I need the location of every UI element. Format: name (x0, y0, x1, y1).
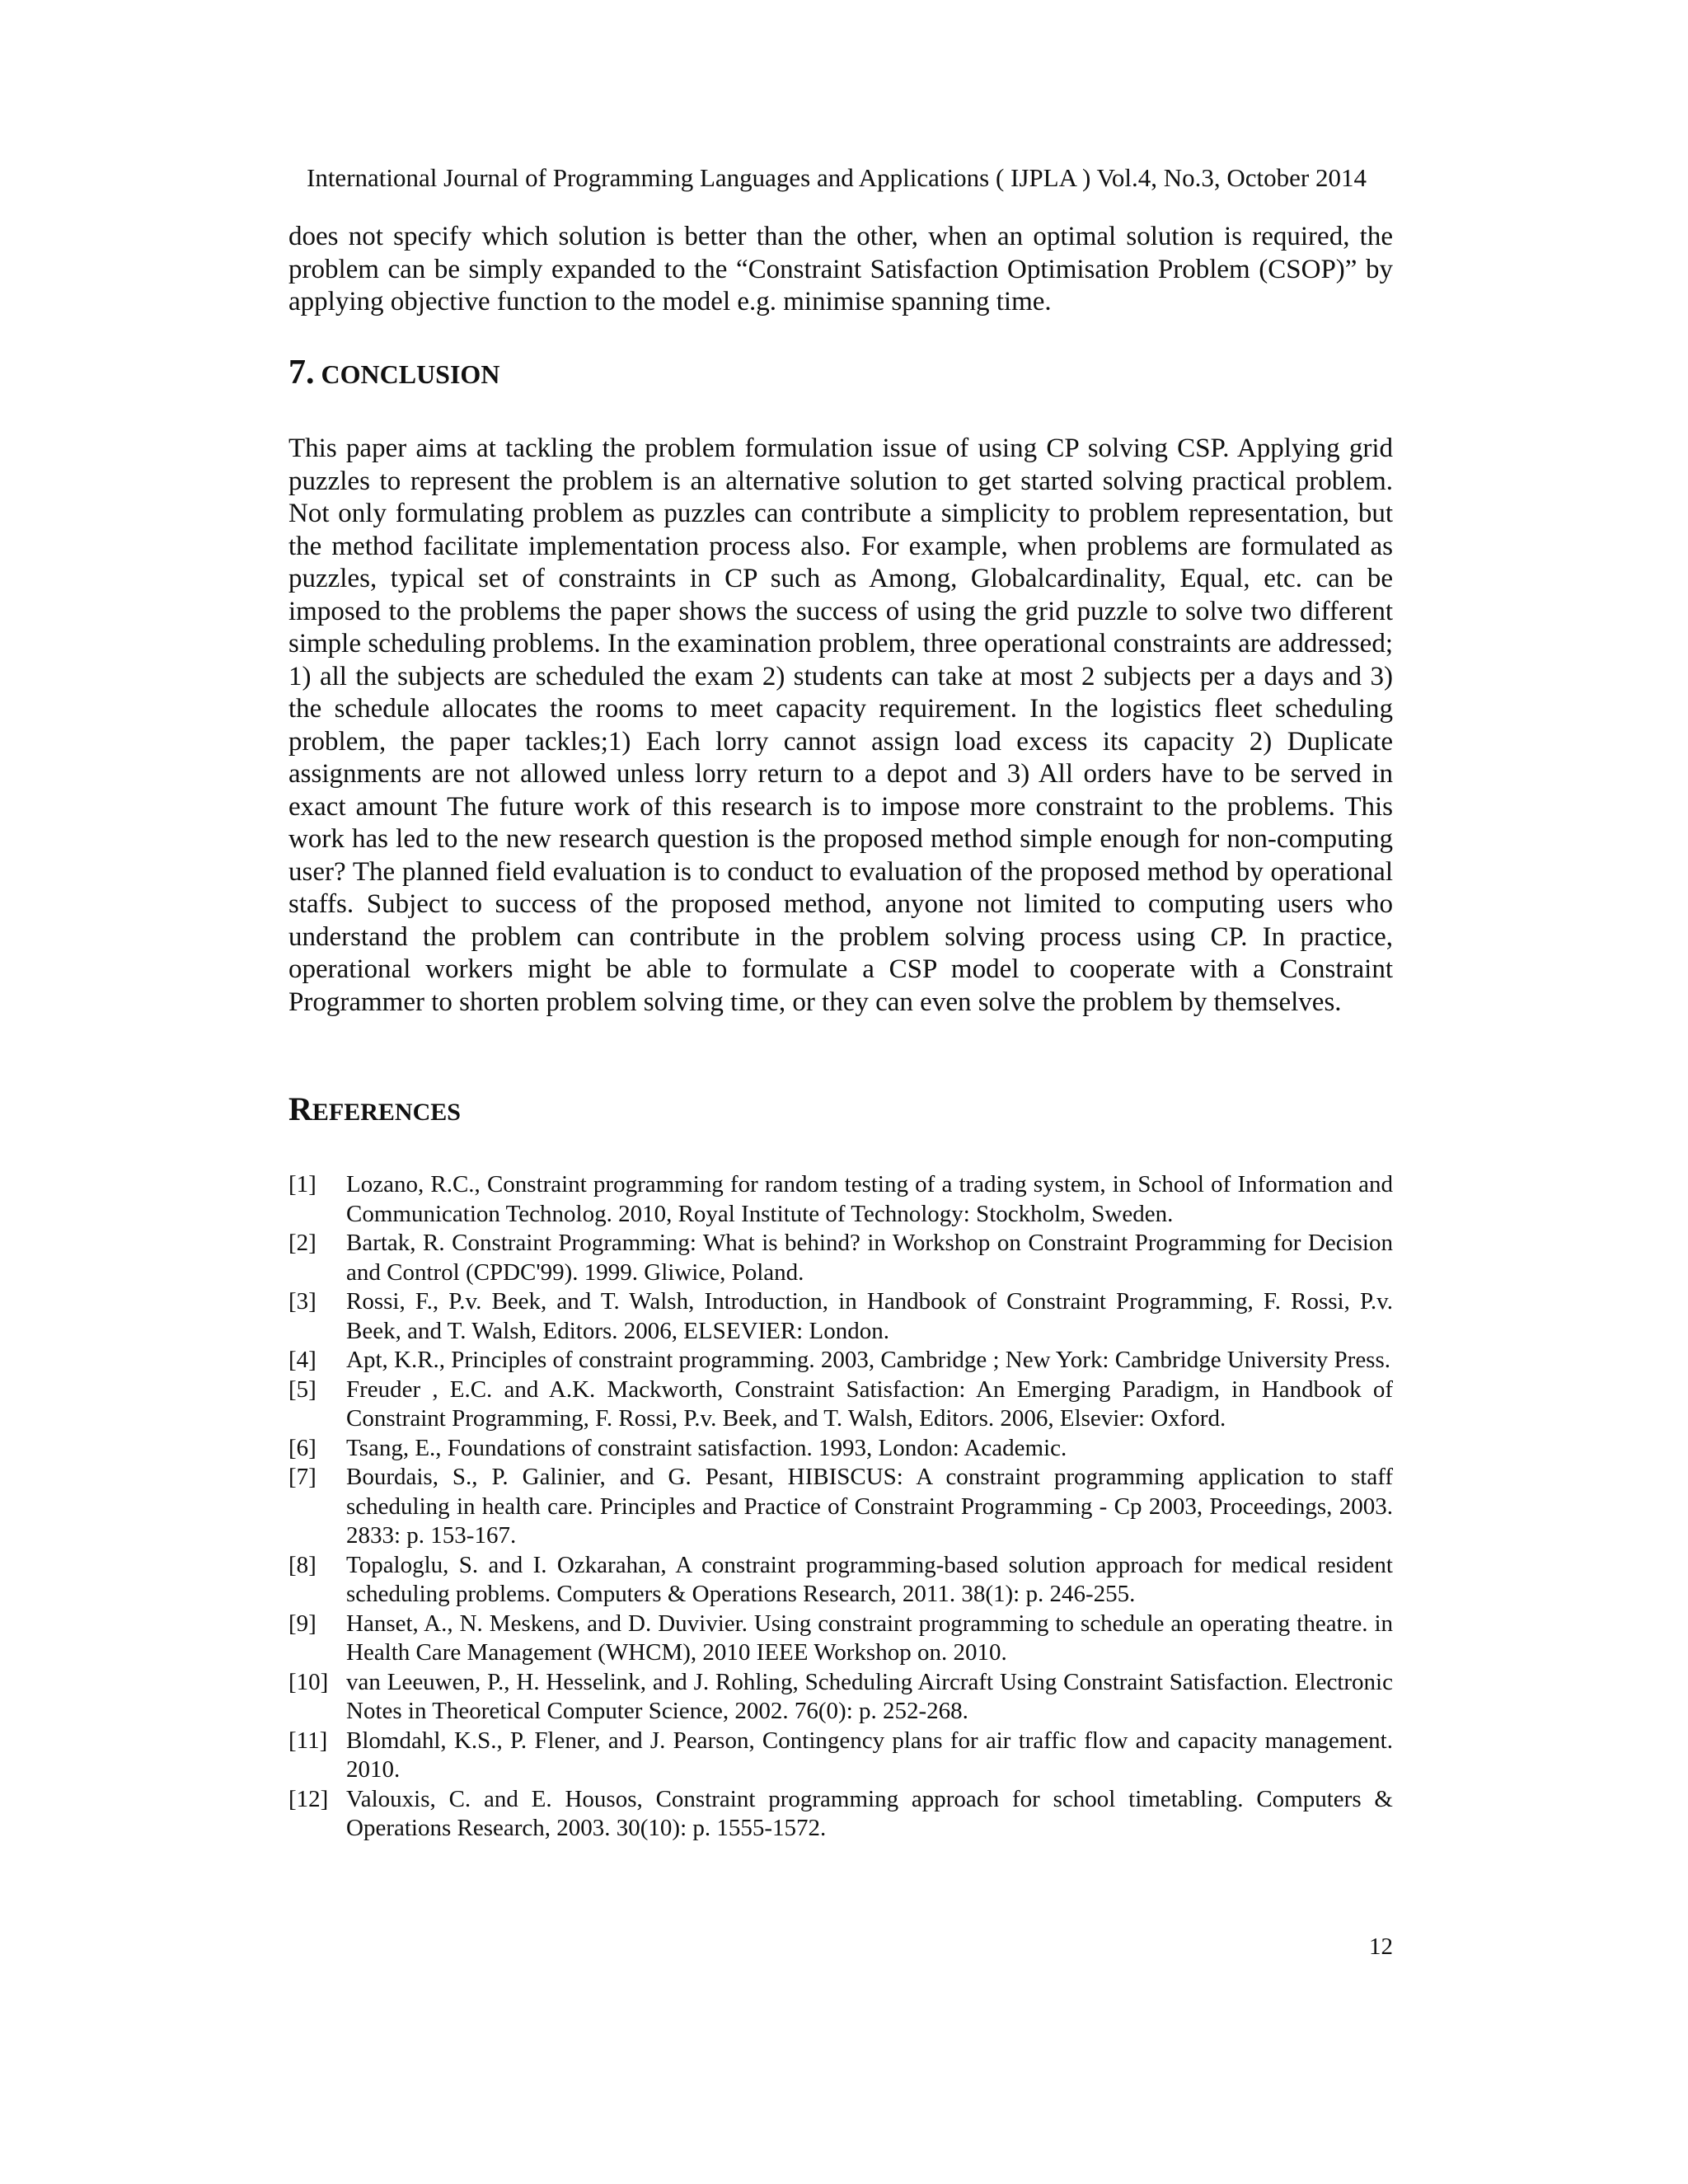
reference-item (288, 1170, 1393, 1229)
reference-text: van Leeuwen, P., H. Hesselink, and J. Rohling, Scheduling Aircraft Using Constraint Satisfaction. Electronic Notes in Theoretical Computer Science, 2002. 76(0): p. 252-268. (346, 1668, 1393, 1724)
reference-number: [4] (288, 1347, 316, 1373)
reference-item (288, 1668, 1393, 1727)
reference-text: Valouxis, C. and E. Housos, Constraint programming approach for school timetabling. Computers & Operations Research, 2003. 30(10): p. 1555-1572. (346, 1785, 1393, 1841)
reference-text: Bourdais, S., P. Galinier, and G. Pesant, HIBISCUS: A constraint programming application to staff scheduling in health care. Principles and Practice of Constraint Programming - Cp 2003, Proceedings, 2003. 2833: p. 153-167. (346, 1464, 1393, 1549)
reference-number: [6] (288, 1434, 316, 1461)
reference-number: [5] (288, 1376, 316, 1403)
reference-item (288, 1376, 1393, 1434)
running-header: International Journal of Programming Languages and Applications ( IJPLA ) Vol.4, No.3, October 2014 (307, 163, 1367, 192)
reference-text: Tsang, E., Foundations of constraint satisfaction. 1993, London: Academic. (346, 1434, 1067, 1461)
reference-number: [11] (288, 1727, 328, 1754)
reference-text: Bartak, R. Constraint Programming: What is behind? in Workshop on Constraint Programming for Decision and Control (CPDC'99). 1999. Gliwice, Poland. (346, 1230, 1393, 1286)
reference-text: Blomdahl, K.S., P. Flener, and J. Pearson, Contingency plans for air traffic flow and capacity management. 2010. (346, 1727, 1393, 1783)
page-number: 12 (1369, 1933, 1393, 1960)
reference-number: [12] (288, 1785, 329, 1812)
reference-text: Hanset, A., N. Meskens, and D. Duvivier. Using constraint programming to schedule an operating theatre. in Health Care Management (WHCM), 2010 IEEE Workshop on. 2010. (346, 1610, 1393, 1666)
reference-item (288, 1551, 1393, 1610)
reference-item (288, 1287, 1393, 1346)
intro-paragraph: does not specify which solution is better than the other, when an optimal solution is required, the problem can be simply expanded to the “Constraint Satisfaction Optimisation Problem (CSOP)” by applying objective function to the model e.g. minimise spanning time. (288, 222, 1393, 316)
reference-text: Apt, K.R., Principles of constraint programming. 2003, Cambridge ; New York: Cambridge University Press. (346, 1347, 1391, 1373)
reference-text: Rossi, F., P.v. Beek, and T. Walsh, Introduction, in Handbook of Constraint Programming, F. Rossi, P.v. Beek, and T. Walsh, Editors. 2006, ELSEVIER: London. (346, 1288, 1393, 1344)
reference-number: [2] (288, 1230, 316, 1256)
reference-item (288, 1229, 1393, 1287)
reference-item (288, 1346, 1393, 1376)
reference-list (288, 1170, 1393, 1844)
reference-item (288, 1610, 1393, 1668)
section-title: CONCLUSION (321, 359, 500, 389)
reference-item (288, 1463, 1393, 1551)
reference-text: Topaloglu, S. and I. Ozkarahan, A constraint programming-based solution approach for medical resident scheduling problems. Computers & Operations Research, 2011. 38(1): p. 246-255. (346, 1551, 1393, 1607)
reference-item (288, 1727, 1393, 1785)
reference-number: [3] (288, 1288, 316, 1315)
references-heading-initial: R (288, 1090, 312, 1127)
reference-number: [9] (288, 1610, 316, 1637)
reference-text: Freuder , E.C. and A.K. Mackworth, Constraint Satisfaction: An Emerging Paradigm, in Handbook of Constraint Programming, F. Rossi, P.v. Beek, and T. Walsh, Editors. 2006, Elsevier: Oxford. (346, 1376, 1393, 1432)
section-number: 7. (288, 354, 315, 391)
conclusion-paragraph: This paper aims at tackling the problem formulation issue of using CP solving CSP. Applying grid puzzles to represent the problem is an alternative solution to get started solving practical problem. Not only formulating problem as puzzles can contribute a simplicity to problem representation, but the method facilitate implementation process also. For example, when problems are formulated as puzzles, typical set of constraints in CP such as Among, Globalcardinality, Equal, etc. can be imposed to the problems the paper shows the success of using the grid puzzle to solve two different simple scheduling problems. In the examination problem, three operational constraints are addressed; 1) all the subjects are scheduled the exam 2) students can take at most 2 subjects per a days and 3) the schedule allocates the rooms to meet capacity requirement. In the logistics fleet scheduling problem, the paper tackles;1) Each lorry cannot assign load excess its capacity 2) Duplicate assignments are not allowed unless lorry return to a depot and 3) All orders have to be served in exact amount The future work of this research is to impose more constraint to the problems. This work has led to the new research question is the proposed method simple enough for non-computing user? The planned field evaluation is to conduct to evaluation of the proposed method by operational staffs. Subject to success of the proposed method, anyone not limited to computing users who understand the problem can contribute in the problem solving process using CP. In practice, operational workers might be able to formulate a CSP model to cooperate with a Constraint Programmer to shorten problem solving time, or they can even solve the problem by themselves. (288, 434, 1393, 1017)
references-heading (288, 1090, 461, 1132)
reference-number: [7] (288, 1464, 316, 1490)
reference-text: Lozano, R.C., Constraint programming for random testing of a trading system, in School of Information and Communication Technolog. 2010, Royal Institute of Technology: Stockholm, Sweden. (346, 1171, 1393, 1227)
reference-number: [1] (288, 1171, 316, 1197)
reference-item (288, 1434, 1393, 1464)
conclusion-heading (288, 354, 499, 392)
reference-item (288, 1785, 1393, 1844)
references-heading-rest: EFERENCES (312, 1099, 461, 1126)
reference-number: [10] (288, 1668, 329, 1695)
reference-number: [8] (288, 1551, 316, 1578)
